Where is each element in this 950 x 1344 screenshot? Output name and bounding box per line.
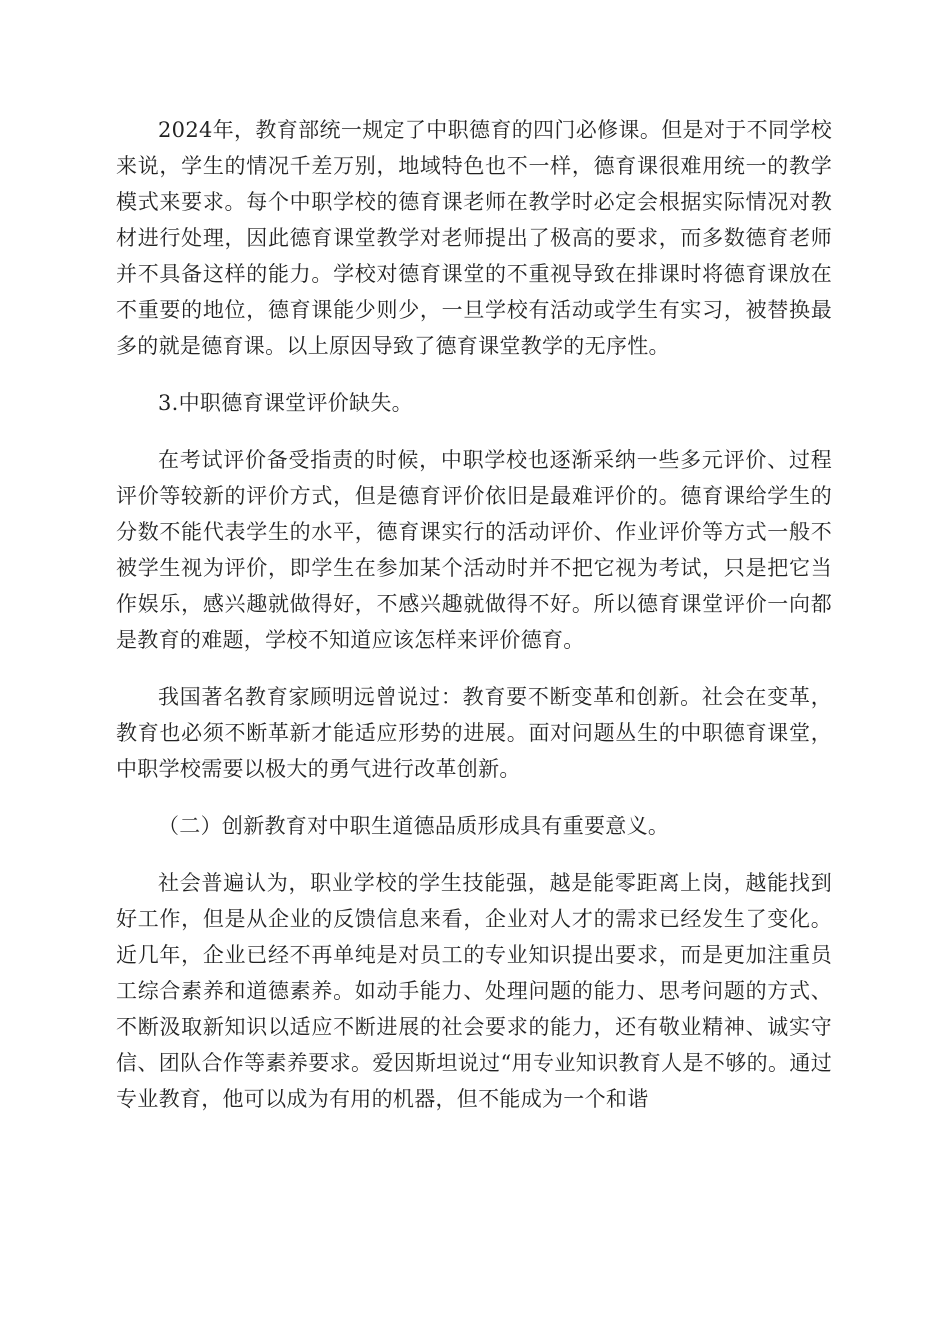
paragraph-reform-quote: 我国著名教育家顾明远曾说过：教育要不断变革和创新。社会在变革，教育也必须不断革新才能适应形势的进展。面对问题丛生的中职德育课堂，中职学校需要以极大的勇气进行改革创新。 xyxy=(116,685,832,781)
paragraph-enterprise-needs: 社会普遍认为，职业学校的学生技能强，越是能零距离上岗，越能找到好工作，但是从企业的反馈信息来看，企业对人才的需求已经发生了变化。近几年，企业已经不再单纯是对员工的专业知识提出要求，而是更加注重员工综合素养和道德素养。如动手能力、处理问题的能力、思考问题的方式、不断汲取新知识以适应不断进展的社会要求的能力，还有敬业精神、诚实守信、团队合作等素养要求。爱因斯坦说过“用专业知识教育人是不够的。通过专业教育，他可以成为有用的机器，但不能成为一个和谐 xyxy=(116,871,832,1111)
paragraph-gap xyxy=(116,421,832,442)
paragraph-gap xyxy=(116,364,832,385)
heading-innovation-significance: （二）创新教育对中职生道德品质形成具有重要意义。 xyxy=(158,814,670,838)
heading-evaluation-missing: 3.中职德育课堂评价缺失。 xyxy=(158,391,413,415)
paragraph-gap xyxy=(116,844,832,865)
paragraph-gap xyxy=(116,658,832,679)
document-page xyxy=(116,112,832,1117)
paragraph-evaluation: 在考试评价备受指责的时候，中职学校也逐渐采纳一些多元评价、过程评价等较新的评价方式，但是德育评价依旧是最难评价的。德育课给学生的分数不能代表学生的水平，德育课实行的活动评价、作业评价等方式一般不被学生视为评价，即学生在参加某个活动时并不把它视为考试，只是把它当作娱乐，感兴趣就做得好，不感兴趣就做得不好。所以德育课堂评价一向都是教育的难题，学校不知道应该怎样来评价德育。 xyxy=(116,448,832,652)
paragraph-gap xyxy=(116,787,832,808)
paragraph-moral-course-disorder: 2024年，教育部统一规定了中职德育的四门必修课。但是对于不同学校来说，学生的情况千差万别，地域特色也不一样，德育课很难用统一的教学模式来要求。每个中职学校的德育课老师在教学时必定会根据实际情况对教材进行处理，因此德育课堂教学对老师提出了极高的要求，而多数德育老师并不具备这样的能力。学校对德育课堂的不重视导致在排课时将德育课放在不重要的地位，德育课能少则少，一旦学校有活动或学生有实习，被替换最多的就是德育课。以上原因导致了德育课堂教学的无序性。 xyxy=(116,118,832,358)
